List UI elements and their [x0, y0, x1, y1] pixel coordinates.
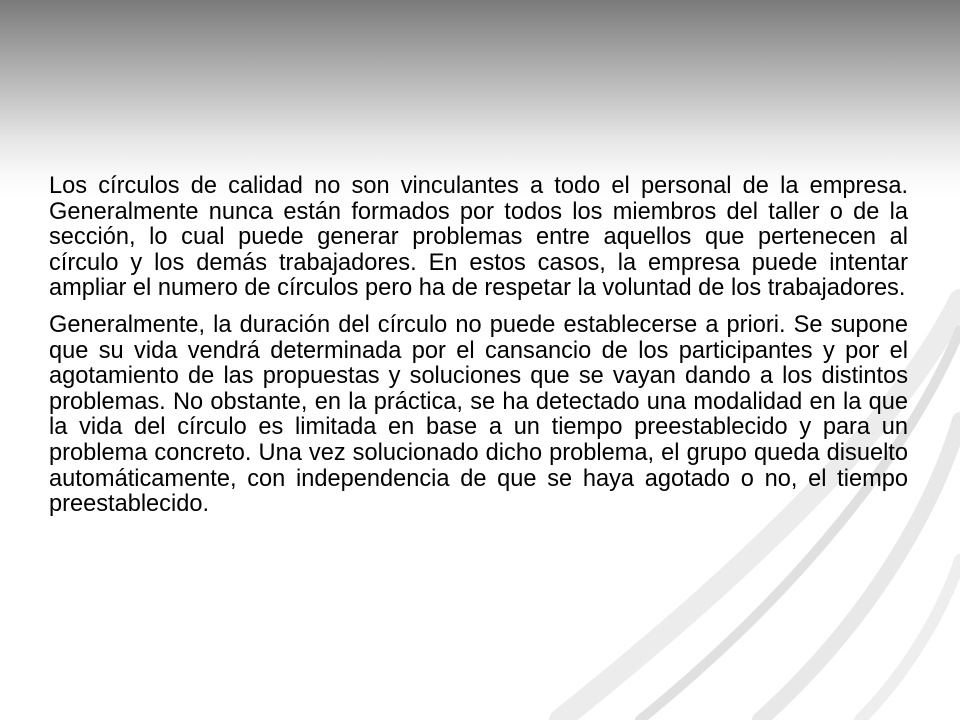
slide-body — [49, 174, 908, 518]
paragraph-1: Los círculos de calidad no son vinculantes a todo el personal de la empresa. Generalmente nunca están formados por todos los miembros del taller o de la sección, lo cual puede generar problemas entre aquellos que pertenecen al círculo y los demás trabajadores. En estos casos, la empresa puede intentar ampliar el numero de círculos pero ha de respetar la voluntad de los trabajadores. — [49, 173, 908, 302]
paragraph-2: Generalmente, la duración del círculo no puede establecerse a priori. Se supone que su vida vendrá determinada por el cansancio de los participantes y por el agotamiento de las propuestas y soluciones que se vayan dando a los distintos problemas. No obstante, en la práctica, se ha detectado una modalidad en la que la vida del círculo es limitada en base a un tiempo preestablecido y para un problema concreto. Una vez solucionado dicho problema, el grupo queda disuelto automáticamente, con independencia de que se haya agotado o no, el tiempo preestablecido. — [49, 311, 908, 518]
